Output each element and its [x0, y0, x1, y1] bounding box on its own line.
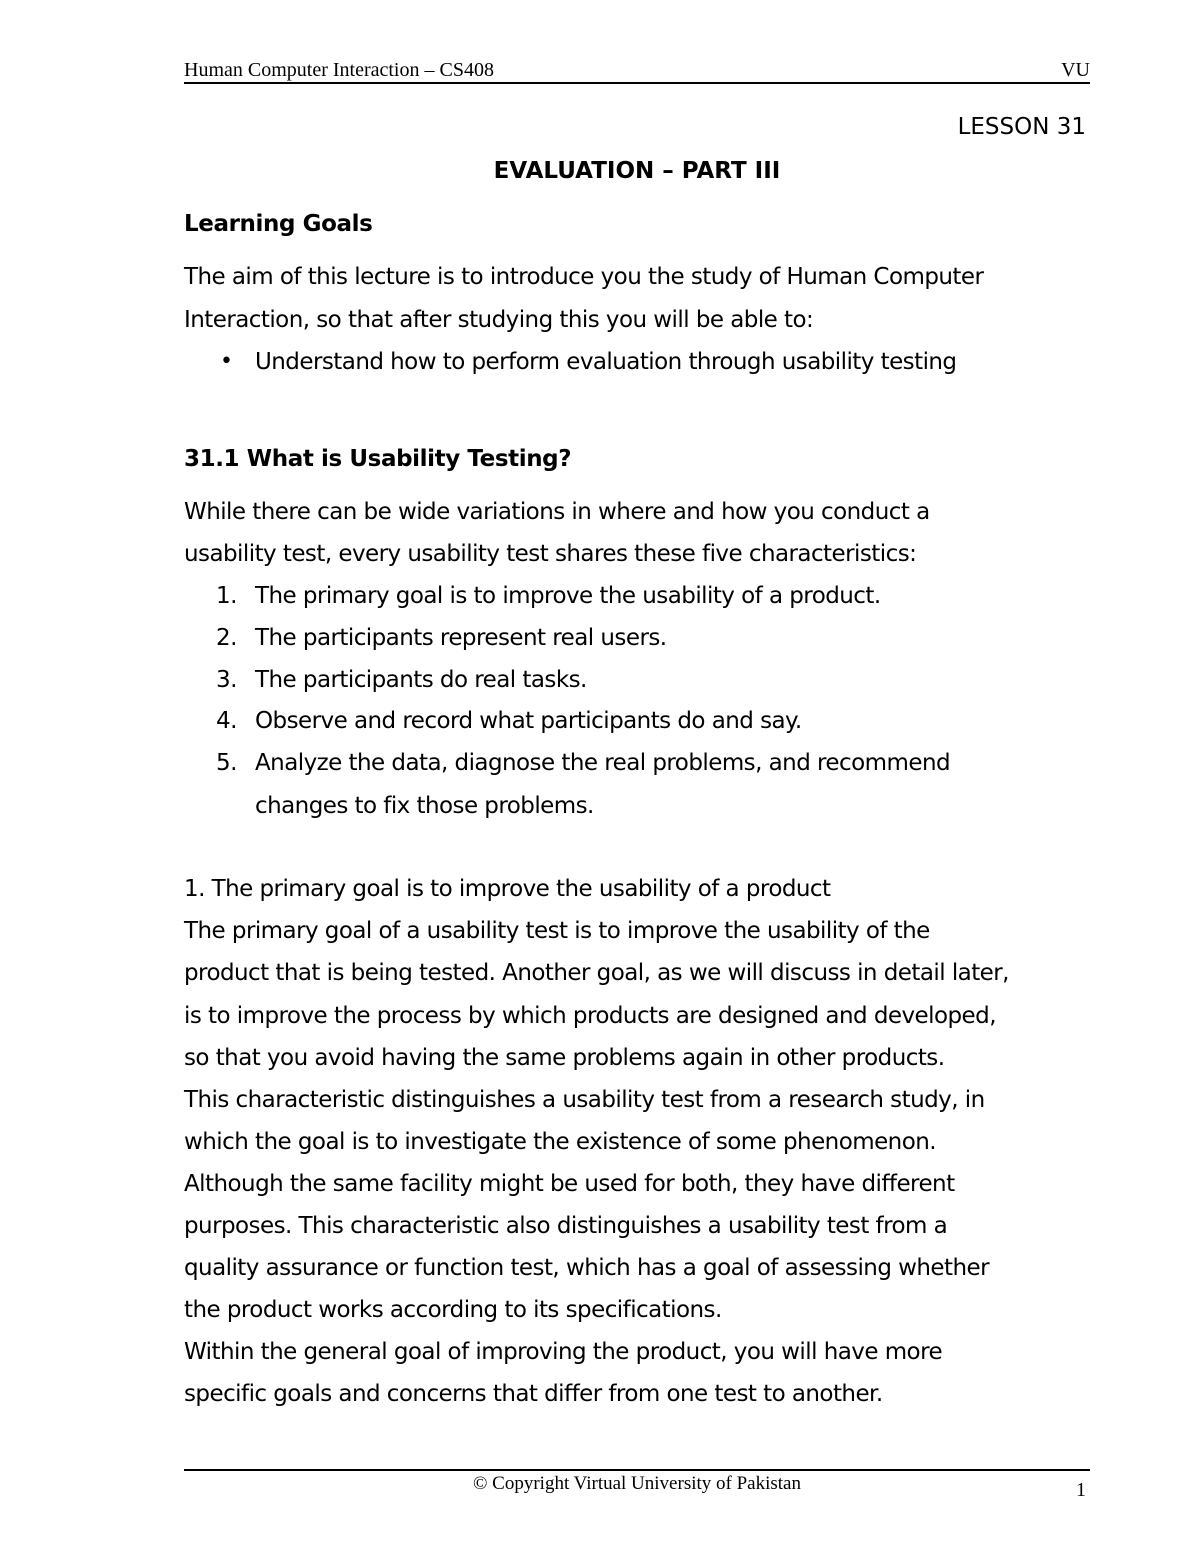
- document-page: [184, 0, 1090, 1553]
- body-line: Within the general goal of improving the product, you will have more: [184, 1339, 943, 1365]
- list-item-text: The primary goal is to improve the usability of a product.: [255, 583, 881, 609]
- bullet-icon: •: [220, 349, 233, 374]
- lesson-label: LESSON 31: [957, 114, 1086, 140]
- page-number: 1: [1076, 1479, 1086, 1501]
- list-item-number: 3.: [216, 667, 237, 693]
- list-item-number: 4.: [216, 708, 237, 734]
- section-heading: 31.1 What is Usability Testing?: [184, 446, 572, 472]
- list-item-number: 1.: [216, 583, 237, 609]
- list-item-text: Analyze the data, diagnose the real problems, and recommend: [255, 750, 951, 776]
- learning-goal-item: Understand how to perform evaluation through usability testing: [255, 349, 957, 375]
- body-line: specific goals and concerns that differ from one test to another.: [184, 1381, 883, 1407]
- body-line: quality assurance or function test, which has a goal of assessing whether: [184, 1255, 990, 1281]
- body-line: is to improve the process by which products are designed and developed,: [184, 1003, 996, 1029]
- list-item-text: changes to fix those problems.: [255, 793, 594, 819]
- body-line: product that is being tested. Another goal, as we will discuss in detail later,: [184, 960, 1009, 986]
- body-line: purposes. This characteristic also distinguishes a usability test from a: [184, 1213, 948, 1239]
- list-item-text: Observe and record what participants do and say.: [255, 708, 802, 734]
- body-line: This characteristic distinguishes a usability test from a research study, in: [184, 1087, 985, 1113]
- footer-copyright: © Copyright Virtual University of Pakistan: [472, 1473, 801, 1494]
- list-item-text: The participants do real tasks.: [255, 667, 587, 693]
- body-line: The primary goal of a usability test is to improve the usability of the: [184, 918, 930, 944]
- body-line: which the goal is to investigate the existence of some phenomenon.: [184, 1129, 937, 1155]
- learning-goals-intro-line: The aim of this lecture is to introduce you the study of Human Computer: [184, 264, 984, 290]
- header-institution: VU: [1061, 59, 1090, 81]
- learning-goals-heading: Learning Goals: [184, 211, 373, 237]
- body-line: so that you avoid having the same problems again in other products.: [184, 1045, 945, 1071]
- section-subheading: 1. The primary goal is to improve the usability of a product: [184, 876, 831, 902]
- header-course-title: Human Computer Interaction – CS408: [184, 59, 494, 81]
- body-line: the product works according to its specifications.: [184, 1297, 722, 1323]
- section-intro-line: usability test, every usability test shares these five characteristics:: [184, 541, 917, 567]
- page-title: EVALUATION – PART III: [493, 158, 781, 184]
- page-header: [184, 58, 1090, 84]
- learning-goals-intro-line: Interaction, so that after studying this you will be able to:: [184, 307, 814, 333]
- list-item-number: 5.: [216, 750, 237, 776]
- list-item-text: The participants represent real users.: [255, 625, 667, 651]
- list-item-number: 2.: [216, 625, 237, 651]
- footer-divider: [184, 1469, 1090, 1471]
- body-line: Although the same facility might be used for both, they have different: [184, 1171, 955, 1197]
- section-intro-line: While there can be wide variations in where and how you conduct a: [184, 499, 930, 525]
